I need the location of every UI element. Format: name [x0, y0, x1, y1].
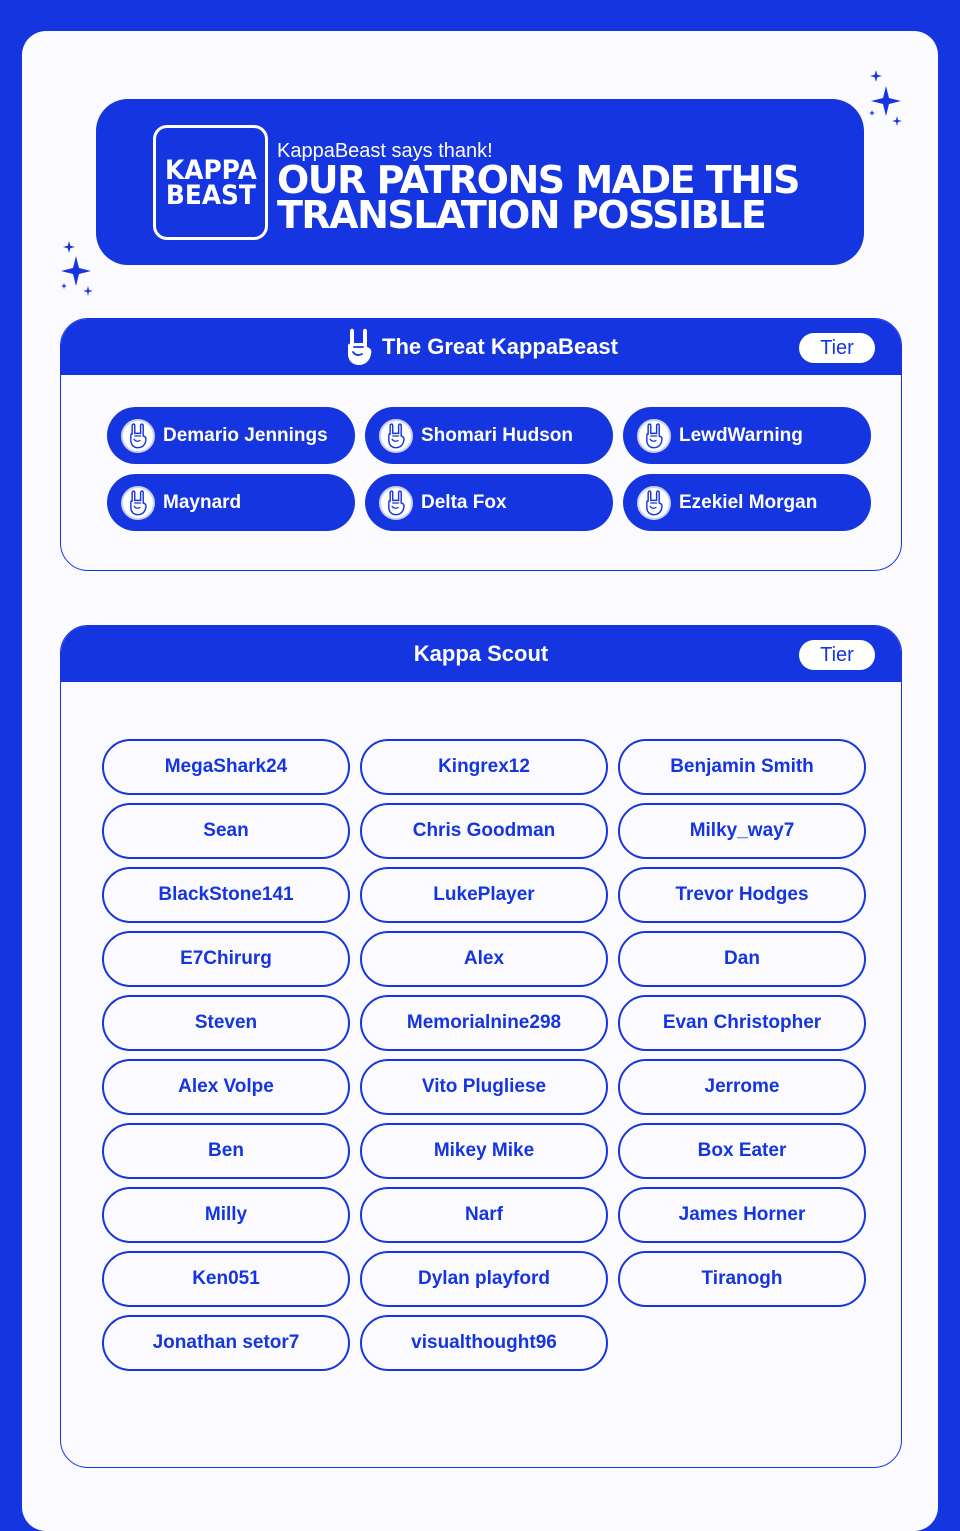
patron-pill — [360, 1059, 608, 1115]
patron-name: Dylan playford — [418, 1268, 550, 1289]
patron-name: visualthought96 — [411, 1332, 557, 1353]
patron-pill — [102, 995, 350, 1051]
patron-pill — [102, 867, 350, 923]
patron-name: Jonathan setor7 — [152, 1332, 300, 1353]
patron-pill — [618, 1123, 866, 1179]
patron-name: Maynard — [163, 491, 242, 513]
patron-name: Memorialnine298 — [406, 1012, 562, 1033]
patron-name: Alex — [463, 948, 505, 969]
patron-pill — [618, 995, 866, 1051]
tier-title: Kappa Scout — [413, 641, 549, 666]
patron-name: Trevor Hodges — [675, 884, 809, 905]
patron-pill — [107, 474, 355, 531]
rock-hand-icon — [637, 486, 671, 520]
patron-pill — [360, 931, 608, 987]
patron-name: Delta Fox — [421, 491, 507, 513]
rock-hand-icon — [379, 419, 413, 453]
logo-line-2: BEAST — [165, 179, 256, 211]
patron-pill — [360, 867, 608, 923]
patron-pill — [360, 995, 608, 1051]
patron-name: Ezekiel Morgan — [679, 491, 818, 513]
rock-hand-icon — [637, 419, 671, 453]
patron-name: James Horner — [678, 1204, 806, 1225]
tier-header — [61, 319, 901, 375]
logo-line-1: KAPPA — [164, 154, 257, 186]
patron-pill — [618, 1187, 866, 1243]
patron-pill — [360, 1187, 608, 1243]
patron-name: Alex Volpe — [178, 1076, 274, 1097]
patron-pill — [618, 739, 866, 795]
patron-pill — [618, 1251, 866, 1307]
header-title-line-1: OUR PATRONS MADE THIS — [277, 158, 800, 202]
patron-name: Vito Plugliese — [421, 1076, 547, 1097]
rock-hand-icon — [121, 486, 155, 520]
patron-name: MegaShark24 — [164, 756, 288, 777]
patron-name: Box Eater — [697, 1140, 787, 1161]
patron-name: Mikey Mike — [433, 1140, 535, 1161]
tier-title: The Great KappaBeast — [382, 334, 618, 359]
patron-pill — [102, 1059, 350, 1115]
tier-badge: Tier — [799, 333, 875, 363]
patron-pill — [102, 803, 350, 859]
patron-pill — [360, 1123, 608, 1179]
patron-grid — [102, 739, 866, 1371]
patron-name: Ken051 — [192, 1268, 260, 1289]
tier-panel-great-kappabeast — [60, 318, 902, 571]
header-subtitle: KappaBeast says thank! — [277, 140, 493, 162]
patron-pill — [102, 739, 350, 795]
patron-name: Narf — [464, 1204, 503, 1225]
patron-pill — [102, 931, 350, 987]
patron-name: Ben — [208, 1140, 244, 1161]
patron-grid — [107, 407, 871, 531]
patron-name: Chris Goodman — [412, 820, 556, 841]
patron-name: Dan — [724, 948, 760, 969]
patron-name: LewdWarning — [679, 424, 803, 446]
tier-badge: Tier — [799, 640, 875, 670]
tier-panel-kappa-scout — [60, 625, 902, 1468]
patron-pill — [618, 867, 866, 923]
patron-pill — [107, 407, 355, 464]
patron-name: Evan Christopher — [662, 1012, 822, 1033]
patron-name: Benjamin Smith — [670, 756, 814, 777]
patron-pill — [102, 1187, 350, 1243]
patron-name: Tiranogh — [701, 1268, 783, 1289]
patron-pill — [102, 1123, 350, 1179]
patron-name: Milly — [204, 1204, 248, 1225]
patron-pill — [618, 1059, 866, 1115]
patron-name: Shomari Hudson — [421, 424, 574, 446]
patron-pill — [360, 739, 608, 795]
patron-pill — [365, 474, 613, 531]
kappabeast-logo — [153, 125, 268, 240]
patron-pill — [360, 803, 608, 859]
patron-name: E7Chirurg — [180, 948, 272, 969]
patron-pill — [623, 407, 871, 464]
patron-pill — [360, 1251, 608, 1307]
patron-name: Kingrex12 — [438, 756, 530, 777]
patron-pill — [623, 474, 871, 531]
patron-pill — [365, 407, 613, 464]
patron-name: BlackStone141 — [158, 884, 294, 905]
patron-name: Sean — [203, 820, 249, 841]
header-title-line-2: TRANSLATION POSSIBLE — [277, 193, 766, 237]
tier-header — [61, 626, 901, 682]
patron-name: Demario Jennings — [163, 424, 328, 446]
patron-pill — [618, 803, 866, 859]
rock-hand-icon — [344, 327, 374, 367]
patron-name: Milky_way7 — [689, 820, 795, 841]
rock-hand-icon — [121, 419, 155, 453]
rock-hand-icon — [379, 486, 413, 520]
patron-name: LukePlayer — [433, 884, 535, 905]
patron-pill — [360, 1315, 608, 1371]
patron-pill — [102, 1251, 350, 1307]
sparkle-icon — [864, 68, 904, 130]
patron-pill — [102, 1315, 350, 1371]
patron-pill — [618, 931, 866, 987]
sparkle-icon — [56, 240, 98, 302]
header-title — [277, 158, 800, 237]
patron-name: Jerrome — [704, 1076, 780, 1097]
patron-name: Steven — [194, 1012, 258, 1033]
